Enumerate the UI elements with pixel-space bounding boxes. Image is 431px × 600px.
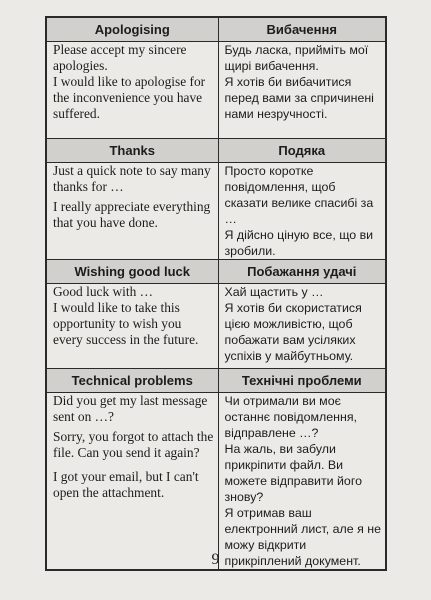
english-phrase: I would like to take this opportunity to wish you every success in the future. [53, 300, 199, 347]
section-header-row [46, 139, 386, 163]
english-phrase: Sorry, you forgot to attach the file. Can you send it again? [53, 429, 214, 460]
english-phrases [46, 163, 218, 260]
ukrainian-phrase: Просто коротке повідомлення, щоб сказати велике спасибі за … [224, 164, 374, 226]
section-body-row [46, 393, 386, 571]
english-phrases [46, 393, 218, 571]
section-header-row [46, 369, 386, 393]
ukrainian-phrase: Будь ласка, прийміть мої щирі вибачення. [224, 43, 369, 73]
english-phrase: Just a quick note to say many thanks for … [53, 163, 211, 194]
ukrainian-phrase: Чи отримали ви моє останнє повідомлення, відправлене …? [224, 394, 357, 440]
header-en-thanks: Thanks [46, 139, 218, 163]
english-phrases [46, 284, 218, 369]
section-body-row [46, 284, 386, 369]
header-ua-technical: Технічні проблеми [218, 369, 386, 393]
header-en-good-luck: Wishing good luck [46, 260, 218, 284]
header-ua-thanks: Подяка [218, 139, 386, 163]
header-ua-good-luck: Побажання удачі [218, 260, 386, 284]
english-phrase: Good luck with … [53, 284, 154, 299]
ukrainian-phrases [218, 284, 386, 369]
section-body-row [46, 163, 386, 260]
header-en-apologising: Apologising [46, 17, 218, 42]
section-header-row [46, 17, 386, 42]
ukrainian-phrases [218, 163, 386, 260]
ukrainian-phrase: На жаль, ви забули прикріпити файл. Ви можете відправити його знову? [224, 442, 362, 504]
ukrainian-phrase: Я отримав ваш електронний лист, але я не можу відкрити прикріплений документ. [224, 506, 381, 568]
section-body-row [46, 42, 386, 139]
header-en-technical: Technical problems [46, 369, 218, 393]
header-ua-apologising: Вибачення [218, 17, 386, 42]
english-phrase: Did you get my last message sent on …? [53, 393, 208, 424]
ukrainian-phrases [218, 42, 386, 139]
ukrainian-phrase: Хай щастить у … [224, 285, 324, 299]
ukrainian-phrase: Я дійсно ціную все, що ви зробили. [224, 228, 374, 258]
page-number: 9 [211, 551, 220, 568]
english-phrase: I got your email, but I can't open the attachment. [53, 469, 199, 500]
ukrainian-phrase: Я хотів би вибачитися перед вами за спричинені нами незручності. [224, 75, 374, 121]
ukrainian-phrase: Я хотів би скористатися цією можливістю, щоб побажати вам усіляких успіхів у майбутньому. [224, 301, 362, 363]
english-phrases [46, 42, 218, 139]
phrase-table [45, 16, 387, 571]
english-phrase: I really appreciate everything that you have done. [53, 199, 211, 230]
phrase-page [45, 16, 385, 568]
section-header-row [46, 260, 386, 284]
english-phrase: I would like to apologise for the inconvenience you have suffered. [53, 74, 206, 121]
ukrainian-phrases [218, 393, 386, 571]
english-phrase: Please accept my sincere apologies. [53, 42, 187, 73]
